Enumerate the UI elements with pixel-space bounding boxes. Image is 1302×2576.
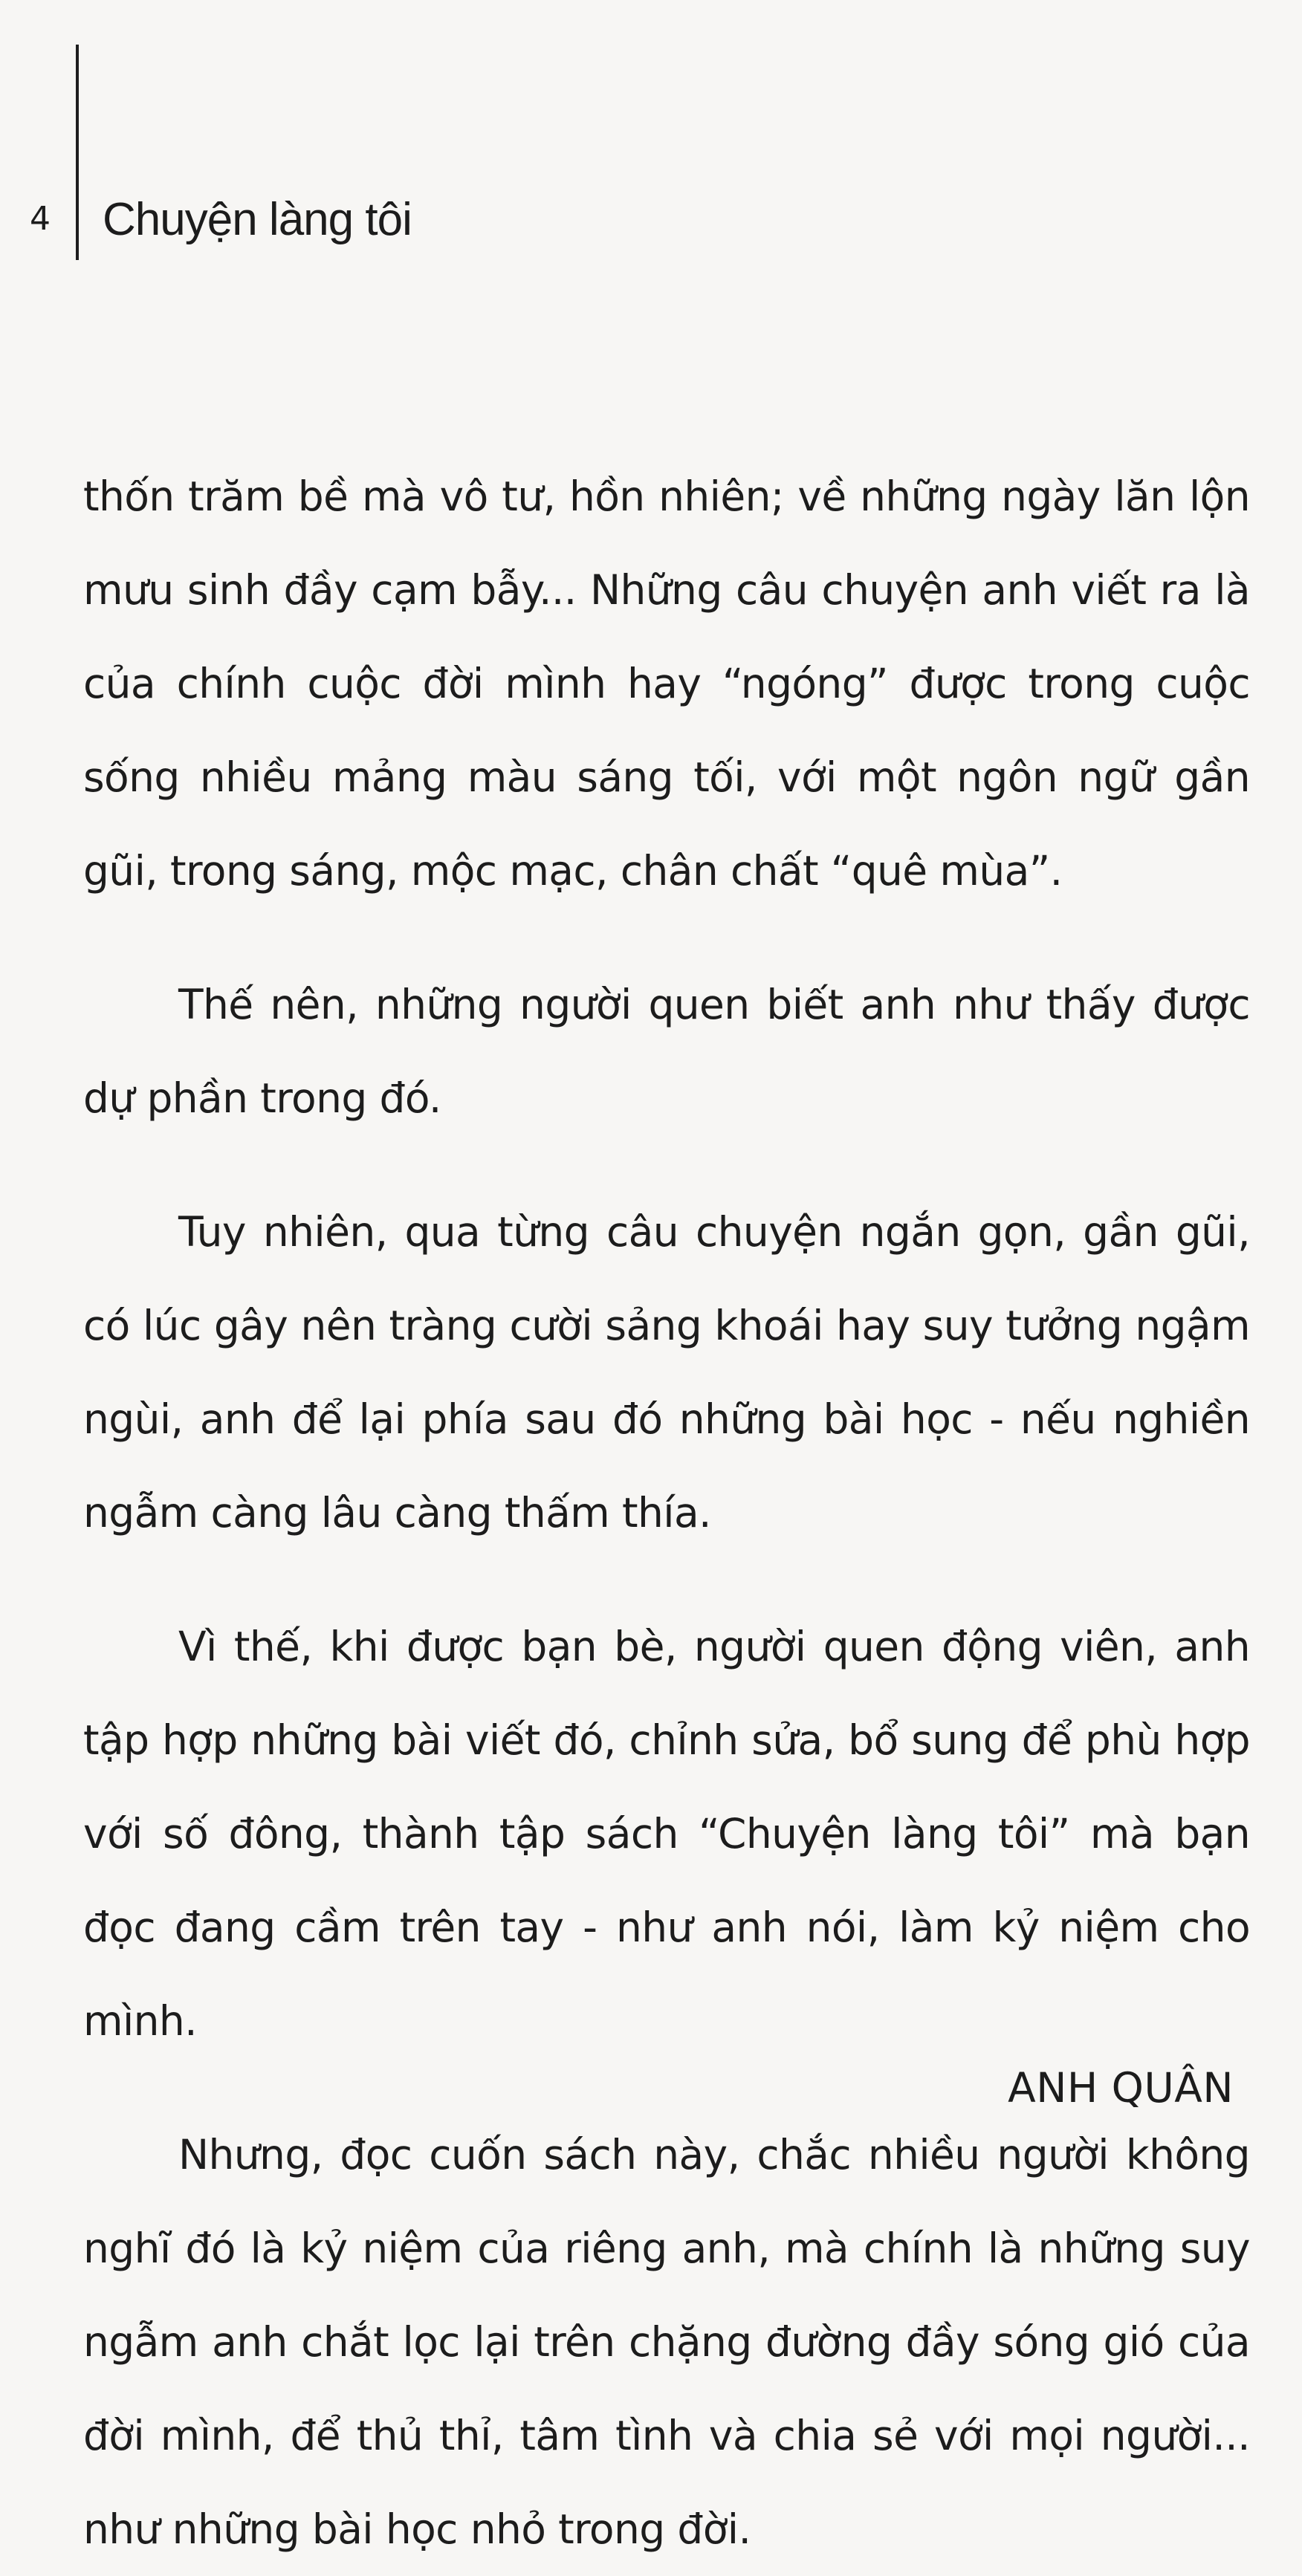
page-header (0, 45, 669, 260)
paragraph-1: thốn trăm bề mà vô tư, hồn nhiên; về những ngày lăn lộn mưu sinh đầy cạm bẫy... Những câu chuyện anh viết ra là của chính cuộc đời mình hay “ngóng” được trong cuộc sống nhiều mảng màu sáng tối, với một ngôn ngữ gần gũi, trong sáng, mộc mạc, chân chất “quê mùa”. (83, 473, 1250, 895)
paragraph-2: Thế nên, những người quen biết anh như thấy được dự phần trong đó. (83, 981, 1250, 1122)
page-number: 4 (30, 200, 51, 238)
header-vertical-rule (76, 45, 79, 260)
body-text (83, 450, 1250, 2576)
running-title: Chuyện làng tôi (103, 194, 412, 245)
author-signature: ANH QUÂN (1008, 2064, 1234, 2112)
paragraph-3: Tuy nhiên, qua từng câu chuyện ngắn gọn, gần gũi, có lúc gây nên tràng cười sảng khoái hay suy tưởng ngậm ngùi, anh để lại phía sau đó những bài học - nếu nghiền ngẫm càng lâu càng thấm thía. (83, 1208, 1250, 1537)
paragraph-4: Vì thế, khi được bạn bè, người quen động viên, anh tập hợp những bài viết đó, chỉnh sửa, bổ sung để phù hợp với số đông, thành tập sách “Chuyện làng tôi” mà bạn đọc đang cầm trên tay - như anh nói, làm kỷ niệm cho mình. (83, 1623, 1250, 2045)
paragraph-5: Nhưng, đọc cuốn sách này, chắc nhiều người không nghĩ đó là kỷ niệm của riêng anh, mà chính là những suy ngẫm anh chắt lọc lại trên chặng đường đầy sóng gió của đời mình, để thủ thỉ, tâm tình và chia sẻ với mọi người... như những bài học nhỏ trong đời. (83, 2131, 1250, 2553)
